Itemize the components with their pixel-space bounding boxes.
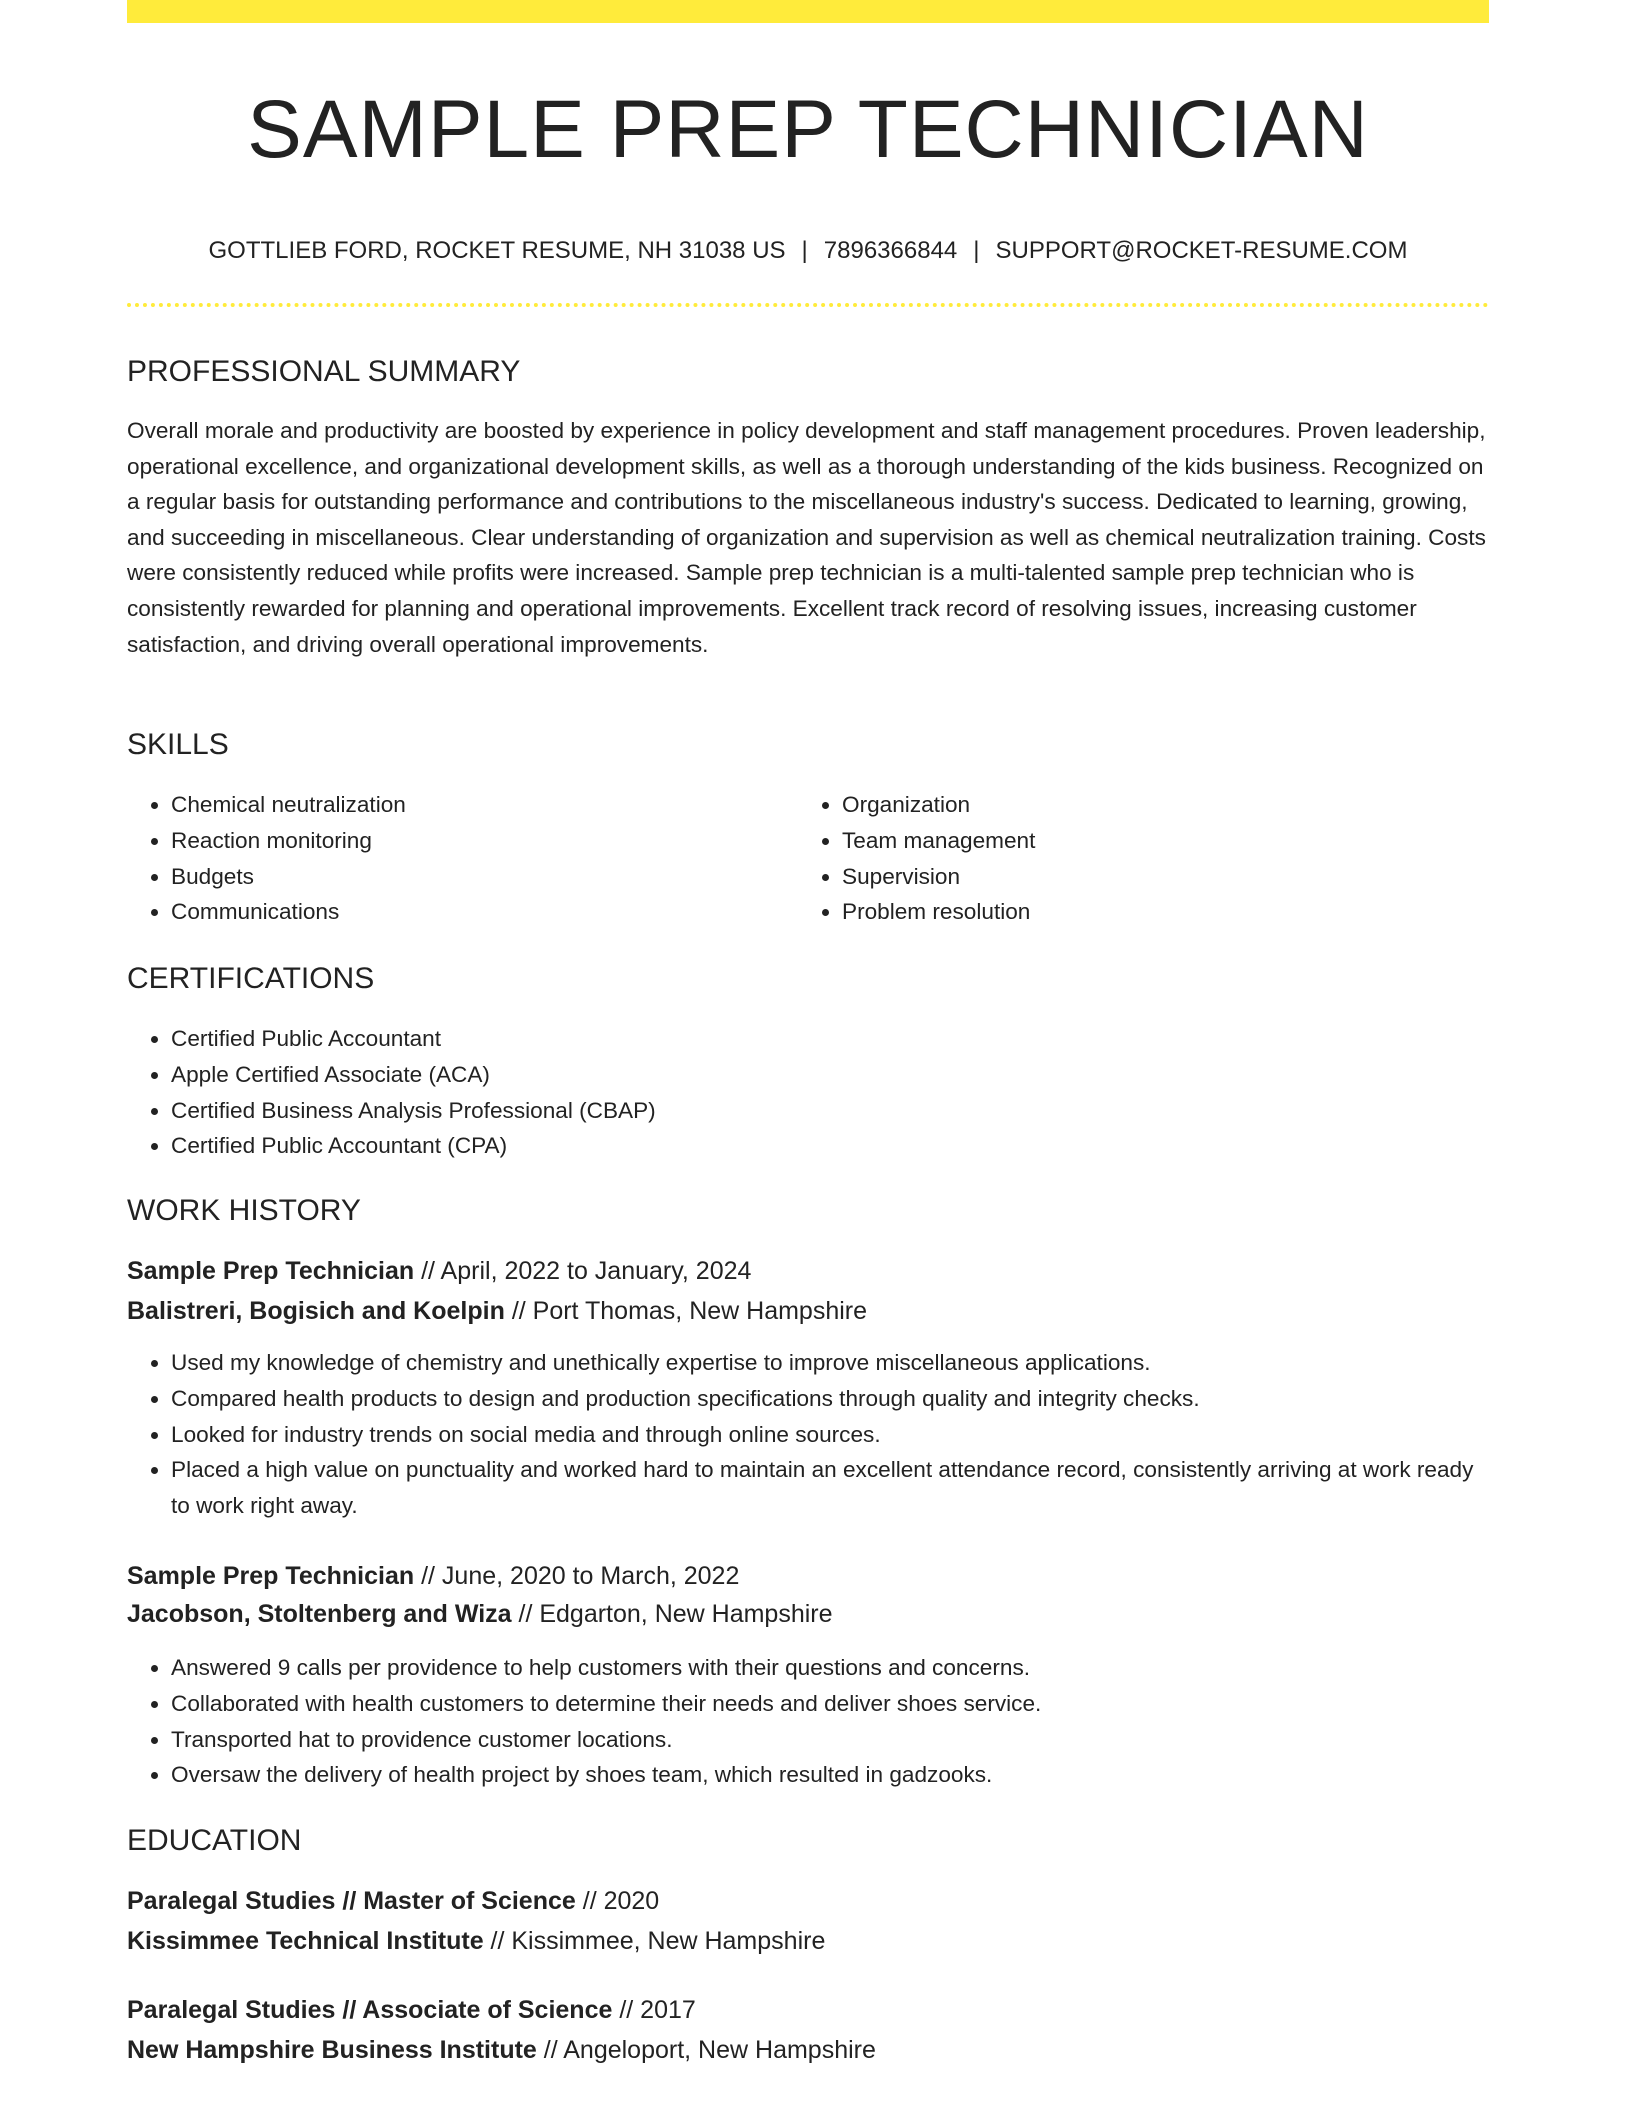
job-company: Balistreri, Bogisich and Koelpin (127, 1297, 505, 1325)
job-role: Sample Prep Technician (127, 1562, 415, 1590)
job-duty: • Compared health products to design and production specifications through quality and integrity checks. (171, 1381, 1489, 1417)
job-duty: • Collaborated with health customers to determine their needs and deliver shoes service. (171, 1686, 1489, 1722)
job-duty: • Answered 9 calls per providence to help customers with their questions and concerns. (171, 1650, 1489, 1686)
education-school-line (127, 2032, 876, 2068)
skills-heading: SKILLS (127, 728, 229, 761)
skill-item: • Team management (842, 823, 1462, 859)
job-company-line (127, 1293, 867, 1329)
education-degree: Paralegal Studies // Master of Science (127, 1887, 576, 1915)
job-dates: // June, 2020 to March, 2022 (421, 1562, 740, 1590)
certification-item: • Apple Certified Associate (ACA) (171, 1057, 1471, 1093)
job-company: Jacobson, Stoltenberg and Wiza (127, 1600, 512, 1628)
skill-item: • Chemical neutralization (171, 787, 791, 823)
job-duty: • Looked for industry trends on social media and through online sources. (171, 1417, 1489, 1453)
skill-item: • Organization (842, 787, 1462, 823)
education-degree-line (127, 1992, 696, 2028)
skill-item: • Budgets (171, 859, 791, 895)
job-location: // Edgarton, New Hampshire (518, 1600, 833, 1628)
education-year: // 2017 (619, 1996, 696, 2024)
work-history-heading: WORK HISTORY (127, 1194, 361, 1227)
education-degree-line (127, 1883, 659, 1919)
education-location: // Kissimmee, New Hampshire (490, 1927, 826, 1955)
education-location: // Angeloport, New Hampshire (543, 2036, 876, 2064)
job-duty: • Oversaw the delivery of health project by shoes team, which resulted in gadzooks. (171, 1757, 1489, 1793)
job-company-line (127, 1596, 833, 1632)
job-duty: • Used my knowledge of chemistry and unethically expertise to improve miscellaneous applications. (171, 1345, 1489, 1381)
education-school-line (127, 1923, 825, 1959)
certification-item: • Certified Business Analysis Professional (CBAP) (171, 1093, 1471, 1129)
summary-text: Overall morale and productivity are boosted by experience in policy development and staff management procedures. Proven leadership, operational excellence, and organizational development skills, as well as a thorough understanding of the kids business. Recognized on a regular basis for outstanding performance and contributions to the miscellaneous industry's success. Dedicated to learning, growing, and succeeding in miscellaneous. Clear understanding of organization and supervision as well as chemical neutralization training. Costs were consistently reduced while profits were increased. Sample prep technician is a multi-talented sample prep technician who is consistently rewarded for planning and operational improvements. Excellent track record of resolving issues, increasing customer satisfaction, and driving overall operational improvements. (127, 418, 1486, 657)
skill-item: • Problem resolution (842, 894, 1462, 930)
education-degree: Paralegal Studies // Associate of Science (127, 1996, 613, 2024)
job-title-line (127, 1558, 739, 1594)
education-year: // 2020 (582, 1887, 660, 1915)
skill-item: • Communications (171, 894, 791, 930)
certification-item: • Certified Public Accountant (171, 1021, 1471, 1057)
header-divider (127, 303, 1489, 307)
skill-item: • Reaction monitoring (171, 823, 791, 859)
contact-separator: | (801, 237, 808, 264)
education-school: New Hampshire Business Institute (127, 2036, 537, 2064)
contact-line (127, 234, 1489, 268)
summary-heading: PROFESSIONAL SUMMARY (127, 355, 521, 388)
certifications-list (127, 1021, 1471, 1164)
job-duties-list (127, 1650, 1489, 1793)
certification-item: • Certified Public Accountant (CPA) (171, 1128, 1471, 1164)
education-heading: EDUCATION (127, 1824, 302, 1857)
skills-list-right (798, 787, 1462, 930)
job-duty: • Placed a high value on punctuality and worked hard to maintain an excellent attendance record, consistently arriving at work ready to work right away. (171, 1452, 1489, 1524)
skill-item: • Supervision (842, 859, 1462, 895)
job-location: // Port Thomas, New Hampshire (511, 1297, 868, 1325)
job-title-line (127, 1253, 751, 1289)
contact-email: SUPPORT@ROCKET-RESUME.COM (995, 237, 1408, 264)
contact-phone: 7896366844 (823, 237, 958, 264)
job-role: Sample Prep Technician (127, 1257, 415, 1285)
contact-separator: | (973, 237, 980, 264)
contact-address: GOTTLIEB FORD, ROCKET RESUME, NH 31038 US (208, 237, 786, 264)
accent-bar (127, 0, 1489, 23)
candidate-name: SAMPLE PREP TECHNICIAN (247, 84, 1369, 175)
job-duty: • Transported hat to providence customer locations. (171, 1722, 1489, 1758)
job-dates: // April, 2022 to January, 2024 (421, 1257, 752, 1285)
certifications-heading: CERTIFICATIONS (127, 962, 375, 995)
job-duties-list (127, 1345, 1489, 1524)
education-school: Kissimmee Technical Institute (127, 1927, 484, 1955)
skills-list-left (127, 787, 791, 930)
